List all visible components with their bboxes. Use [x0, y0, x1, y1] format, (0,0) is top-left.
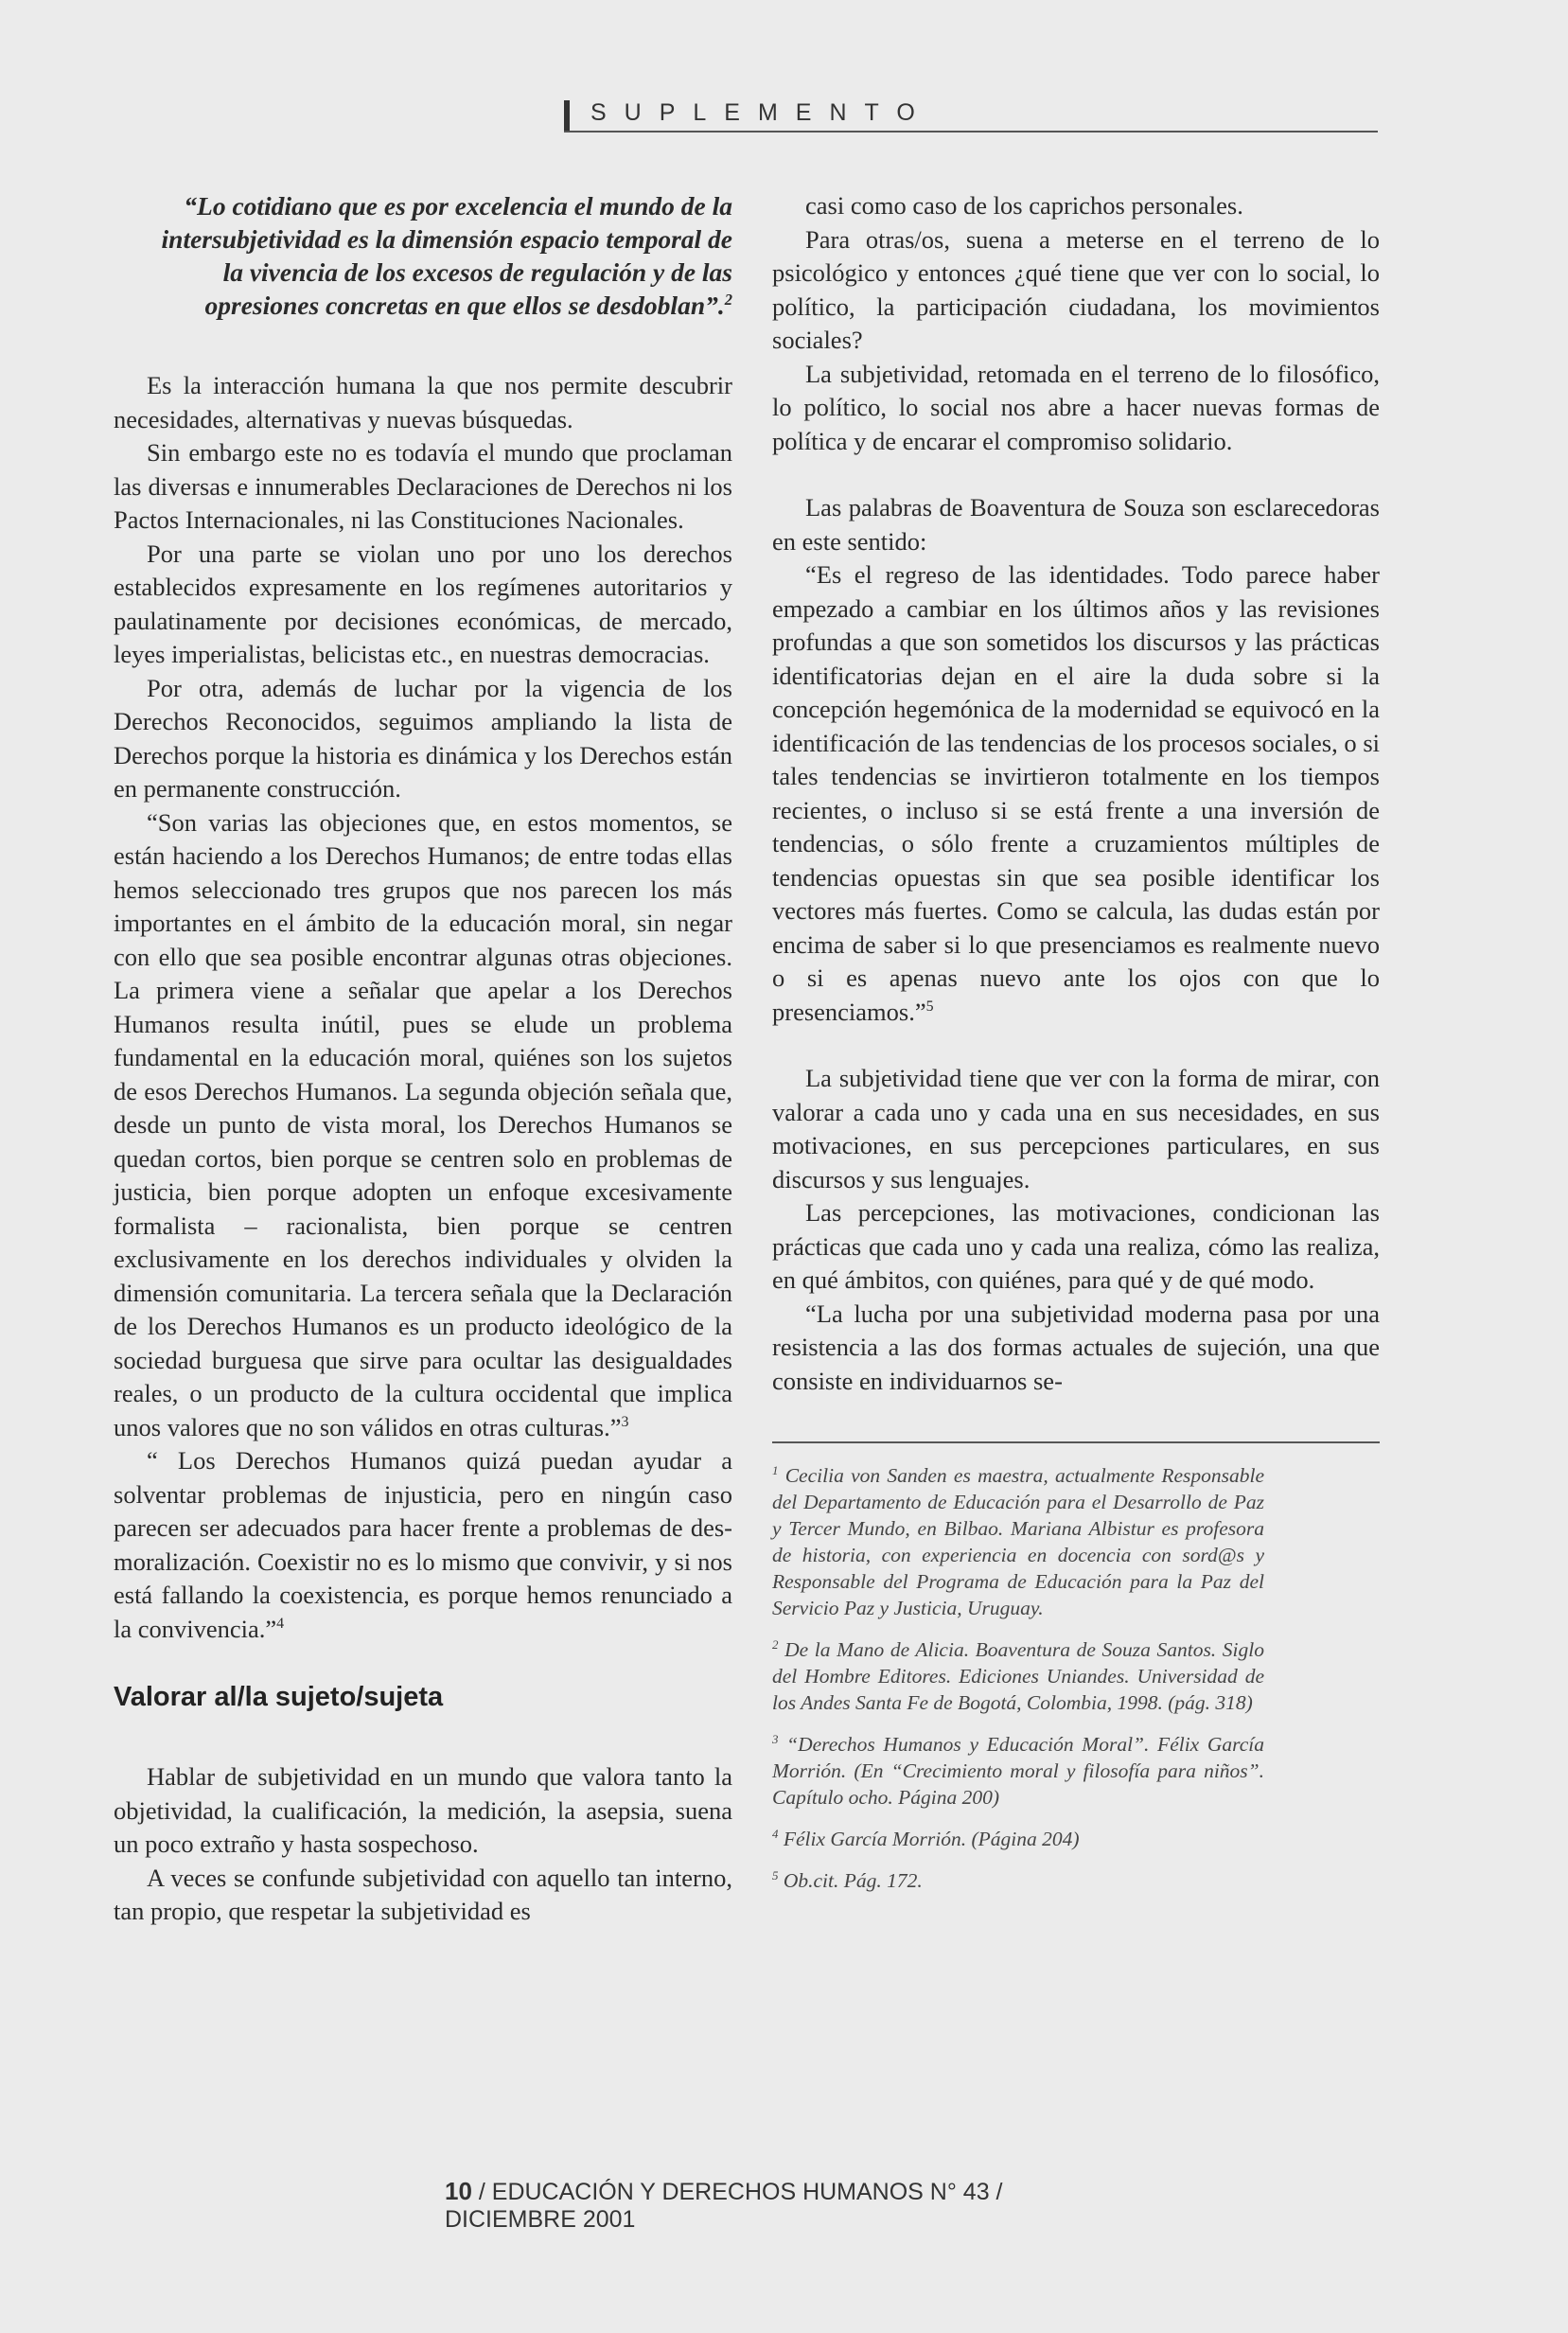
- spacer: [772, 1029, 1380, 1062]
- paragraph: Por una parte se violan uno por uno los derechos establecidos expresamente en los regímenes autoritarios y paulatinamente por decisiones económicas, de mercado, leyes imperialistas, belicistas etc., en nuestras democracias.: [114, 539, 732, 668]
- section-heading: Valorar al/la sujeto/sujeta: [114, 1682, 444, 1712]
- footnote-text: “Derechos Humanos y Educación Moral”. Félix García Morrión. (En “Crecimiento moral y filosofía para niños”. Capítulo ocho. Página 200): [772, 1733, 1265, 1809]
- footnote: [772, 1462, 1264, 1621]
- footnotes: [772, 1441, 1380, 1894]
- paragraph: Para otras/os, suena a meterse en el terreno de lo psicológico y entonces ¿qué tiene que ver con lo social, lo político, la participación ciudadana, los movimientos sociales?: [772, 224, 1380, 354]
- paragraph: Sin embargo este no es todavía el mundo que proclaman las diversas e innumerables Declaraciones de Derechos ni los Pactos Internacionales, ni las Constituciones Nacionales.: [114, 438, 732, 534]
- paragraph-text: “Son varias las objeciones que, en estos momentos, se están haciendo a los Derechos Humanos; de entre todas ellas hemos seleccionado tres grupos que nos parecen los más importantes en el ámbito de la educación moral, sin negar con ello que sea posible encontrar algunas otras objeciones. La primera viene a señalar que apelar a los Derechos Humanos resulta inútil, pues se elude un problema fundamental en la educación moral, quiénes son los sujetos de esos Derechos Humanos. La segunda objeción señala que, desde un punto de vista moral, los Derechos Humanos se quedan cortos, bien porque se centren solo en problemas de justicia, bien porque adopten un enfoque excesivamente formalista – racionalista, bien porque se centren exclusivamente en los derechos individuales y olviden la dimensión comunitaria. La tercera señala que la Declaración de los Derechos Humanos es un producto ideológico de la sociedad burguesa que sirve para ocultar las desigualdades reales, o un producto de la cultura occidental que implica unos valores que no son válidos en otras culturas.”: [114, 807, 732, 1441]
- section-title: SUPLEMENTO: [590, 99, 933, 126]
- spacer: [772, 458, 1380, 491]
- footnote-text: Félix García Morrión. (Página 204): [783, 1828, 1080, 1850]
- footnote: [772, 1731, 1264, 1811]
- paragraph: “La lucha por una subjetividad moderna pasa por una resistencia a las dos formas actuales de sujeción, una que consiste en individuarnos se-: [772, 1299, 1380, 1395]
- footnote-number: 1: [772, 1463, 779, 1477]
- paragraph: casi como caso de los caprichos personales.: [805, 191, 1243, 220]
- footnote-text: Cecilia von Sanden es maestra, actualmente Responsable del Departamento de Educación para el Desarrollo de Paz y Tercer Mundo, en Bilbao. Mariana Albistur es profesora de historia, con experiencia en docencia con sord@s y Responsable del Programa de Educación para la Paz del Servicio Paz y Justicia, Uruguay.: [772, 1464, 1265, 1619]
- epigraph-text: “Lo cotidiano que es por excelencia el mundo de la intersubjetividad es la dimensión espacio temporal de la vivencia de los excesos de regulación y de las opresiones concretas en que ellos se desdoblan”.: [161, 191, 732, 320]
- footnote-number: 3: [772, 1732, 779, 1746]
- paragraph-text: “Es el regreso de las identidades. Todo parece haber empezado a cambiar en los últimos años y las revisiones profundas a que son sometidos los discursos y las prácticas identificatorias dejan en el aire la duda sobre si la concepción hegemónica de la modernidad se equivocó en la identificación de las tendencias de los procesos sociales, o si tales tendencias se invirtieron totalmente en los tiempos recientes, o incluso si se está frente a una inversión de tendencias, o sólo frente a cruzamientos múltiples de tendencias opuestas sin que sea posible identificar los vectores más fuertes. Como se calcula, las dudas están por encima de saber si lo que presenciamos es realmente nuevo o si es apenas nuevo ante los ojos con que lo presenciamos.”: [772, 560, 1380, 1026]
- footnote-text: Ob.cit. Pág. 172.: [783, 1869, 923, 1892]
- footnote-ref: 2: [724, 290, 732, 309]
- right-column: [772, 189, 1380, 1909]
- footnote: [772, 1867, 1264, 1894]
- paragraph: A veces se confunde subjetividad con aquello tan interno, tan propio, que respetar la subjetividad es: [114, 1863, 732, 1925]
- paragraph: [114, 806, 732, 1445]
- paragraph: Por otra, además de luchar por la vigencia de los Derechos Reconocidos, seguimos ampliando la lista de Derechos porque la historia es dinámica y los Derechos están en permanente construcción.: [114, 673, 732, 803]
- footnote-ref: 5: [925, 998, 934, 1015]
- footer-publication: / EDUCACIÓN Y DERECHOS HUMANOS N° 43 / DICIEMBRE 2001: [445, 2179, 1003, 2233]
- paragraph: La subjetividad tiene que ver con la forma de mirar, con valorar a cada uno y cada una en sus necesidades, en sus motivaciones, en sus percepciones particulares, en sus discursos y sus lenguajes.: [772, 1064, 1380, 1193]
- footnote-text: De la Mano de Alicia. Boaventura de Souza Santos. Siglo del Hombre Editores. Ediciones Uniandes. Universidad de los Andes Santa Fe de Bogotá, Colombia, 1998. (pág. 318): [772, 1638, 1264, 1714]
- footnote-number: 2: [772, 1637, 779, 1652]
- header-rule-mark: [564, 100, 570, 131]
- footnote-number: 5: [772, 1868, 779, 1882]
- paragraph: La subjetividad, retomada en el terreno de lo filosófico, lo político, lo social nos abre a hacer nuevas formas de política y de encarar el compromiso solidario.: [772, 359, 1380, 455]
- footnote: [772, 1826, 1264, 1852]
- footnote-ref: 3: [621, 1413, 629, 1430]
- paragraph: [114, 1444, 732, 1646]
- paragraph: [772, 558, 1380, 1029]
- paragraph: Es la interacción humana la que nos permite descubrir necesidades, alternativas y nuevas búsquedas.: [114, 371, 732, 433]
- paragraph: Hablar de subjetividad en un mundo que valora tanto la objetividad, la cualificación, la medición, la asepsia, suena un poco extraño y hasta sospechoso.: [114, 1762, 732, 1858]
- page-footer: [445, 2177, 1107, 2234]
- left-column: [114, 189, 732, 1929]
- epigraph-quote: [142, 189, 732, 322]
- running-header: [564, 97, 1378, 133]
- paragraph: Las percepciones, las motivaciones, condicionan las prácticas que cada uno y cada una realiza, cómo las realiza, en qué ámbitos, con quiénes, para qué y de qué modo.: [772, 1198, 1380, 1294]
- paragraph-text: “ Los Derechos Humanos quizá puedan ayudar a solventar problemas de injusticia, pero en ningún caso parecen ser adecuados para hacer frente a problemas de des-moralización. Coexistir no es lo mismo que convivir, y si nos está fallando la coexistencia, es porque hemos renunciado a la convivencia.”: [114, 1446, 732, 1643]
- paragraph: Las palabras de Boaventura de Souza son esclarecedoras en este sentido:: [772, 493, 1380, 556]
- page-number: 10: [445, 2177, 472, 2205]
- footnote-ref: 4: [276, 1615, 285, 1632]
- footnote-number: 4: [772, 1827, 779, 1841]
- footnote: [772, 1636, 1264, 1716]
